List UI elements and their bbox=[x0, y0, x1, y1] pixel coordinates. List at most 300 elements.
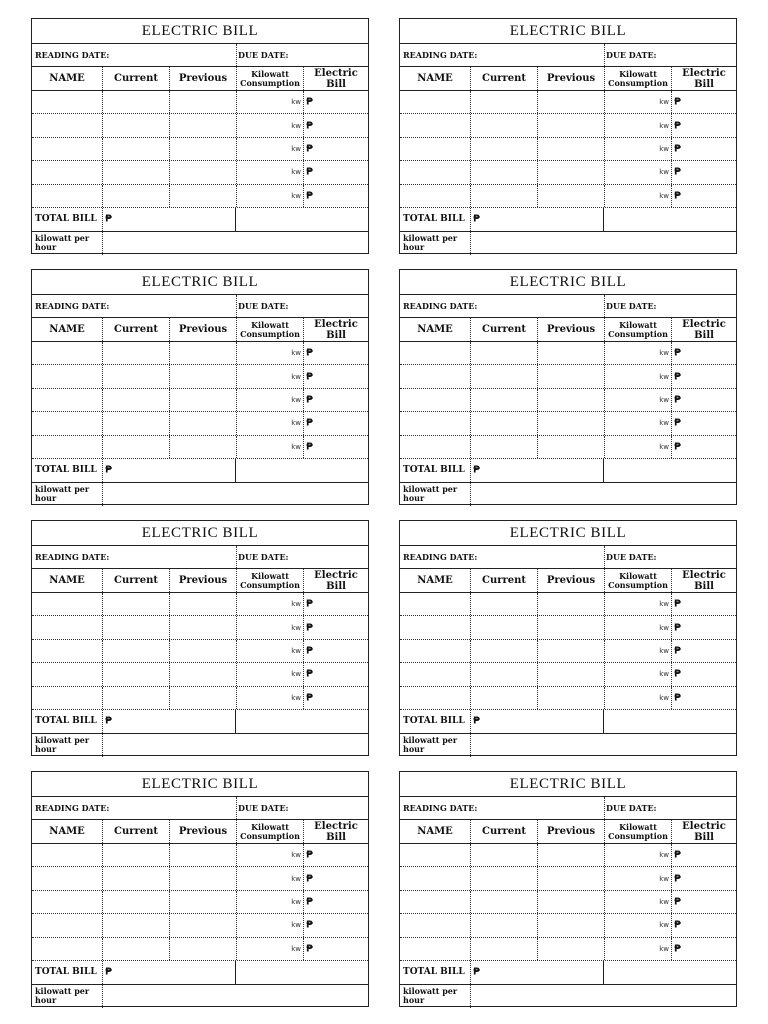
kilowatt-per-hour-label-cell bbox=[400, 734, 470, 757]
name-cell[interactable] bbox=[32, 114, 102, 136]
electric-bill-cell[interactable] bbox=[303, 663, 368, 685]
name-cell[interactable] bbox=[400, 365, 470, 387]
previous-cell[interactable] bbox=[537, 138, 604, 160]
table-row bbox=[32, 593, 368, 616]
due-date-field[interactable] bbox=[604, 295, 736, 317]
electric-bill-cell[interactable] bbox=[671, 914, 736, 936]
electric-bill-cell[interactable] bbox=[303, 389, 368, 411]
previous-cell[interactable] bbox=[537, 687, 604, 709]
name-cell[interactable] bbox=[400, 593, 470, 615]
current-cell[interactable] bbox=[102, 342, 169, 364]
due-date-field[interactable] bbox=[604, 546, 736, 568]
electric-bill-cell[interactable] bbox=[671, 891, 736, 913]
name-cell[interactable] bbox=[400, 138, 470, 160]
current-cell[interactable] bbox=[470, 938, 537, 960]
due-date-field[interactable] bbox=[236, 797, 368, 819]
previous-cell[interactable] bbox=[169, 914, 236, 936]
current-cell[interactable] bbox=[470, 640, 537, 662]
name-cell[interactable] bbox=[32, 138, 102, 160]
kilowatt-cell[interactable] bbox=[604, 687, 671, 709]
electric-bill-cell[interactable] bbox=[303, 687, 368, 709]
table-row bbox=[400, 365, 736, 388]
current-cell[interactable] bbox=[470, 867, 537, 889]
kw-unit: kw bbox=[659, 623, 669, 632]
current-header: Current bbox=[470, 318, 537, 341]
current-cell[interactable] bbox=[102, 161, 169, 183]
previous-cell[interactable] bbox=[169, 114, 236, 136]
reading-date-label: READING DATE: bbox=[35, 552, 110, 562]
due-date-field[interactable] bbox=[236, 546, 368, 568]
due-date-field[interactable] bbox=[236, 44, 368, 66]
electric-bill-header: Electric Bill bbox=[303, 67, 368, 90]
kilowatt-per-hour-field[interactable] bbox=[470, 734, 736, 757]
kilowatt-cell[interactable] bbox=[604, 914, 671, 936]
current-cell[interactable] bbox=[102, 663, 169, 685]
electric-bill-cell[interactable] bbox=[671, 616, 736, 638]
electric-bill-cell[interactable] bbox=[671, 365, 736, 387]
previous-cell[interactable] bbox=[169, 663, 236, 685]
previous-cell[interactable] bbox=[169, 616, 236, 638]
current-cell[interactable] bbox=[102, 91, 169, 113]
current-cell[interactable] bbox=[470, 185, 537, 207]
kilowatt-cell[interactable] bbox=[236, 844, 303, 866]
electric-bill-cell[interactable] bbox=[303, 436, 368, 458]
previous-cell[interactable] bbox=[537, 914, 604, 936]
kilowatt-cell[interactable] bbox=[236, 161, 303, 183]
name-cell[interactable] bbox=[32, 867, 102, 889]
table-row bbox=[400, 914, 736, 937]
name-cell[interactable] bbox=[400, 867, 470, 889]
kilowatt-per-hour-row bbox=[400, 985, 736, 1008]
electric-bill-cell[interactable] bbox=[671, 185, 736, 207]
previous-cell[interactable] bbox=[169, 138, 236, 160]
kilowatt-per-hour-label-cell bbox=[400, 985, 470, 1008]
electric-bill-cell[interactable] bbox=[303, 185, 368, 207]
electric-bill-cell[interactable] bbox=[671, 593, 736, 615]
electric-bill-cell[interactable] bbox=[303, 891, 368, 913]
current-cell[interactable] bbox=[470, 365, 537, 387]
due-date-label: DUE DATE: bbox=[606, 301, 657, 311]
current-cell[interactable] bbox=[470, 412, 537, 434]
name-cell[interactable] bbox=[400, 640, 470, 662]
name-cell[interactable] bbox=[32, 616, 102, 638]
kilowatt-cell[interactable] bbox=[236, 436, 303, 458]
name-cell[interactable] bbox=[400, 91, 470, 113]
electric-bill-cell[interactable] bbox=[303, 844, 368, 866]
electric-bill-cell[interactable] bbox=[671, 161, 736, 183]
table-row bbox=[32, 436, 368, 459]
electric-bill-cell[interactable] bbox=[303, 114, 368, 136]
previous-cell[interactable] bbox=[169, 891, 236, 913]
name-cell[interactable] bbox=[400, 663, 470, 685]
total-bill-label-cell bbox=[32, 710, 102, 733]
total-bill-label: TOTAL BILL bbox=[35, 214, 97, 225]
kilowatt-cell[interactable] bbox=[236, 185, 303, 207]
current-cell[interactable] bbox=[470, 138, 537, 160]
electric-bill-cell[interactable] bbox=[671, 436, 736, 458]
peso-sign: ₱ bbox=[306, 417, 313, 429]
current-cell[interactable] bbox=[102, 365, 169, 387]
name-header: NAME bbox=[49, 73, 85, 84]
current-cell[interactable] bbox=[102, 389, 169, 411]
peso-sign: ₱ bbox=[674, 371, 681, 383]
name-cell[interactable] bbox=[32, 365, 102, 387]
electric-bill-cell[interactable] bbox=[303, 938, 368, 960]
kilowatt-cell[interactable] bbox=[604, 114, 671, 136]
reading-date-label: READING DATE: bbox=[403, 552, 478, 562]
current-cell[interactable] bbox=[102, 616, 169, 638]
kilowatt-cell[interactable] bbox=[236, 114, 303, 136]
total-bill-field[interactable] bbox=[102, 459, 236, 482]
current-cell[interactable] bbox=[102, 138, 169, 160]
electric-bill-cell[interactable] bbox=[303, 365, 368, 387]
current-cell[interactable] bbox=[102, 640, 169, 662]
previous-cell[interactable] bbox=[169, 844, 236, 866]
date-row bbox=[400, 44, 736, 67]
electric-bill-cell[interactable] bbox=[671, 114, 736, 136]
total-bill-label-cell bbox=[400, 710, 470, 733]
previous-cell[interactable] bbox=[537, 365, 604, 387]
kilowatt-cell[interactable] bbox=[604, 891, 671, 913]
kilowatt-cell[interactable] bbox=[236, 365, 303, 387]
kilowatt-cell[interactable] bbox=[604, 593, 671, 615]
kilowatt-consumption-header: Kilowatt Consumption bbox=[236, 820, 303, 843]
total-bill-field[interactable] bbox=[470, 710, 604, 733]
name-cell[interactable] bbox=[32, 161, 102, 183]
kilowatt-cell[interactable] bbox=[604, 389, 671, 411]
kilowatt-cell[interactable] bbox=[604, 867, 671, 889]
table-row bbox=[32, 365, 368, 388]
kilowatt-cell[interactable] bbox=[236, 891, 303, 913]
total-bill-field[interactable] bbox=[102, 208, 236, 231]
kw-unit: kw bbox=[659, 372, 669, 381]
kilowatt-per-hour-field[interactable] bbox=[470, 985, 736, 1008]
kilowatt-cell[interactable] bbox=[604, 616, 671, 638]
previous-cell[interactable] bbox=[169, 185, 236, 207]
electric-bill-cell[interactable] bbox=[303, 412, 368, 434]
name-cell[interactable] bbox=[400, 436, 470, 458]
kilowatt-per-hour-field[interactable] bbox=[102, 734, 368, 757]
date-row bbox=[32, 797, 368, 820]
name-cell[interactable] bbox=[32, 342, 102, 364]
kilowatt-cell[interactable] bbox=[604, 342, 671, 364]
kw-unit: kw bbox=[291, 921, 301, 930]
table-row bbox=[32, 185, 368, 208]
previous-cell[interactable] bbox=[169, 436, 236, 458]
kilowatt-cell[interactable] bbox=[604, 844, 671, 866]
reading-date-field[interactable] bbox=[400, 295, 605, 317]
current-cell[interactable] bbox=[470, 616, 537, 638]
current-cell[interactable] bbox=[102, 891, 169, 913]
previous-cell[interactable] bbox=[537, 938, 604, 960]
electric-bill-cell[interactable] bbox=[671, 687, 736, 709]
previous-header: Previous bbox=[169, 67, 236, 90]
current-cell[interactable] bbox=[102, 593, 169, 615]
electric-bill-cell[interactable] bbox=[671, 938, 736, 960]
electric-bill-header: Electric Bill bbox=[671, 820, 736, 843]
current-cell[interactable] bbox=[470, 91, 537, 113]
kilowatt-cell[interactable] bbox=[236, 640, 303, 662]
previous-cell[interactable] bbox=[169, 365, 236, 387]
kw-unit: kw bbox=[659, 144, 669, 153]
previous-cell[interactable] bbox=[537, 389, 604, 411]
kilowatt-cell[interactable] bbox=[236, 412, 303, 434]
name-cell[interactable] bbox=[400, 616, 470, 638]
date-row bbox=[32, 44, 368, 67]
kilowatt-per-hour-label: kilowatt per hour bbox=[35, 232, 90, 252]
electric-bill-form bbox=[31, 269, 369, 505]
previous-cell[interactable] bbox=[169, 687, 236, 709]
reading-date-label: READING DATE: bbox=[403, 301, 478, 311]
electric-bill-cell[interactable] bbox=[303, 161, 368, 183]
electric-bill-cell[interactable] bbox=[303, 867, 368, 889]
data-rows bbox=[32, 593, 368, 710]
previous-cell[interactable] bbox=[537, 593, 604, 615]
kw-unit: kw bbox=[291, 874, 301, 883]
kilowatt-per-hour-row bbox=[32, 734, 368, 757]
previous-cell[interactable] bbox=[169, 593, 236, 615]
previous-cell[interactable] bbox=[537, 663, 604, 685]
date-row bbox=[400, 797, 736, 820]
kilowatt-cell[interactable] bbox=[604, 640, 671, 662]
electric-bill-cell[interactable] bbox=[303, 914, 368, 936]
previous-header: Previous bbox=[169, 318, 236, 341]
current-cell[interactable] bbox=[470, 663, 537, 685]
kilowatt-cell[interactable] bbox=[604, 161, 671, 183]
kilowatt-cell[interactable] bbox=[604, 412, 671, 434]
current-cell[interactable] bbox=[470, 389, 537, 411]
previous-cell[interactable] bbox=[537, 640, 604, 662]
electric-bill-cell[interactable] bbox=[671, 138, 736, 160]
peso-sign: ₱ bbox=[674, 417, 681, 429]
electric-bill-cell[interactable] bbox=[303, 342, 368, 364]
name-cell[interactable] bbox=[400, 161, 470, 183]
kilowatt-cell[interactable] bbox=[604, 365, 671, 387]
electric-bill-cell[interactable] bbox=[303, 138, 368, 160]
current-header: Current bbox=[102, 318, 169, 341]
table-row bbox=[32, 616, 368, 639]
total-bill-field[interactable] bbox=[470, 961, 604, 984]
previous-cell[interactable] bbox=[169, 161, 236, 183]
previous-cell[interactable] bbox=[537, 867, 604, 889]
name-cell[interactable] bbox=[400, 914, 470, 936]
name-header: NAME bbox=[49, 826, 85, 837]
reading-date-field[interactable] bbox=[400, 546, 605, 568]
previous-cell[interactable] bbox=[169, 938, 236, 960]
current-cell[interactable] bbox=[470, 844, 537, 866]
name-header: NAME bbox=[49, 324, 85, 335]
kilowatt-per-hour-field[interactable] bbox=[102, 483, 368, 506]
table-row bbox=[400, 114, 736, 137]
current-cell[interactable] bbox=[470, 891, 537, 913]
kilowatt-cell[interactable] bbox=[236, 938, 303, 960]
due-date-field[interactable] bbox=[604, 44, 736, 66]
previous-cell[interactable] bbox=[537, 412, 604, 434]
table-row bbox=[32, 844, 368, 867]
name-cell[interactable] bbox=[32, 938, 102, 960]
previous-cell[interactable] bbox=[169, 640, 236, 662]
kw-unit: kw bbox=[291, 693, 301, 702]
peso-sign: ₱ bbox=[105, 715, 112, 727]
electric-bill-cell[interactable] bbox=[671, 91, 736, 113]
name-cell[interactable] bbox=[32, 436, 102, 458]
previous-cell[interactable] bbox=[537, 844, 604, 866]
table-row bbox=[400, 640, 736, 663]
electric-bill-cell[interactable] bbox=[671, 867, 736, 889]
electric-bill-cell[interactable] bbox=[671, 389, 736, 411]
total-bill-blank bbox=[603, 208, 736, 231]
current-cell[interactable] bbox=[102, 938, 169, 960]
current-cell[interactable] bbox=[470, 161, 537, 183]
bill-title: ELECTRIC BILL bbox=[400, 19, 736, 44]
kilowatt-cell[interactable] bbox=[236, 138, 303, 160]
current-cell[interactable] bbox=[470, 114, 537, 136]
peso-sign: ₱ bbox=[473, 213, 480, 225]
electric-bill-cell[interactable] bbox=[671, 844, 736, 866]
electric-bill-cell[interactable] bbox=[303, 593, 368, 615]
name-cell[interactable] bbox=[32, 844, 102, 866]
electric-bill-cell[interactable] bbox=[671, 412, 736, 434]
current-cell[interactable] bbox=[102, 412, 169, 434]
previous-cell[interactable] bbox=[537, 616, 604, 638]
name-cell[interactable] bbox=[32, 640, 102, 662]
total-bill-field[interactable] bbox=[102, 710, 236, 733]
electric-bill-cell[interactable] bbox=[303, 91, 368, 113]
kw-unit: kw bbox=[291, 897, 301, 906]
kilowatt-cell[interactable] bbox=[236, 867, 303, 889]
electric-bill-cell[interactable] bbox=[303, 616, 368, 638]
previous-cell[interactable] bbox=[537, 436, 604, 458]
previous-cell[interactable] bbox=[169, 867, 236, 889]
kilowatt-cell[interactable] bbox=[236, 616, 303, 638]
kilowatt-cell[interactable] bbox=[236, 914, 303, 936]
peso-sign: ₱ bbox=[306, 943, 313, 955]
previous-cell[interactable] bbox=[537, 342, 604, 364]
previous-cell[interactable] bbox=[169, 389, 236, 411]
name-cell[interactable] bbox=[32, 91, 102, 113]
kw-unit: kw bbox=[291, 395, 301, 404]
due-date-field[interactable] bbox=[604, 797, 736, 819]
current-cell[interactable] bbox=[470, 914, 537, 936]
due-date-field[interactable] bbox=[236, 295, 368, 317]
previous-cell[interactable] bbox=[537, 91, 604, 113]
header-row bbox=[32, 67, 368, 91]
kilowatt-cell[interactable] bbox=[236, 593, 303, 615]
peso-sign: ₱ bbox=[105, 213, 112, 225]
reading-date-field[interactable] bbox=[32, 546, 237, 568]
total-bill-field[interactable] bbox=[102, 961, 236, 984]
total-bill-blank bbox=[603, 961, 736, 984]
kilowatt-cell[interactable] bbox=[604, 663, 671, 685]
previous-cell[interactable] bbox=[169, 412, 236, 434]
kilowatt-per-hour-field[interactable] bbox=[470, 483, 736, 506]
header-row bbox=[32, 820, 368, 844]
kilowatt-cell[interactable] bbox=[604, 436, 671, 458]
current-header: Current bbox=[102, 67, 169, 90]
current-cell[interactable] bbox=[470, 687, 537, 709]
name-cell[interactable] bbox=[400, 342, 470, 364]
electric-bill-cell[interactable] bbox=[671, 663, 736, 685]
reading-date-field[interactable] bbox=[32, 797, 237, 819]
kilowatt-cell[interactable] bbox=[604, 185, 671, 207]
current-cell[interactable] bbox=[470, 593, 537, 615]
table-row bbox=[400, 687, 736, 710]
name-cell[interactable] bbox=[32, 914, 102, 936]
name-cell[interactable] bbox=[32, 185, 102, 207]
peso-sign: ₱ bbox=[674, 849, 681, 861]
name-cell[interactable] bbox=[400, 412, 470, 434]
reading-date-field[interactable] bbox=[400, 797, 605, 819]
previous-cell[interactable] bbox=[537, 891, 604, 913]
kilowatt-per-hour-field[interactable] bbox=[102, 232, 368, 255]
kilowatt-per-hour-row bbox=[400, 734, 736, 757]
name-cell[interactable] bbox=[32, 412, 102, 434]
name-cell[interactable] bbox=[32, 687, 102, 709]
previous-cell[interactable] bbox=[537, 114, 604, 136]
table-row bbox=[32, 891, 368, 914]
electric-bill-cell[interactable] bbox=[671, 640, 736, 662]
previous-cell[interactable] bbox=[537, 185, 604, 207]
name-cell[interactable] bbox=[400, 114, 470, 136]
name-cell[interactable] bbox=[32, 891, 102, 913]
name-cell[interactable] bbox=[400, 185, 470, 207]
name-cell[interactable] bbox=[32, 663, 102, 685]
current-cell[interactable] bbox=[470, 436, 537, 458]
current-cell[interactable] bbox=[102, 436, 169, 458]
kilowatt-cell[interactable] bbox=[236, 342, 303, 364]
kilowatt-cell[interactable] bbox=[604, 938, 671, 960]
electric-bill-form bbox=[31, 771, 369, 1007]
total-bill-field[interactable] bbox=[470, 459, 604, 482]
reading-date-field[interactable] bbox=[400, 44, 605, 66]
reading-date-field[interactable] bbox=[32, 295, 237, 317]
kilowatt-cell[interactable] bbox=[236, 663, 303, 685]
kilowatt-cell[interactable] bbox=[236, 91, 303, 113]
kilowatt-per-hour-field[interactable] bbox=[470, 232, 736, 255]
previous-cell[interactable] bbox=[169, 342, 236, 364]
current-cell[interactable] bbox=[102, 114, 169, 136]
current-cell[interactable] bbox=[102, 867, 169, 889]
name-cell[interactable] bbox=[32, 389, 102, 411]
electric-bill-cell[interactable] bbox=[303, 640, 368, 662]
current-cell[interactable] bbox=[102, 687, 169, 709]
name-cell[interactable] bbox=[400, 389, 470, 411]
current-cell[interactable] bbox=[102, 185, 169, 207]
kilowatt-cell[interactable] bbox=[604, 91, 671, 113]
previous-cell[interactable] bbox=[169, 91, 236, 113]
electric-bill-cell[interactable] bbox=[671, 342, 736, 364]
name-cell[interactable] bbox=[400, 844, 470, 866]
table-row bbox=[32, 867, 368, 890]
current-cell[interactable] bbox=[102, 914, 169, 936]
current-cell[interactable] bbox=[102, 844, 169, 866]
kilowatt-cell[interactable] bbox=[236, 389, 303, 411]
name-cell[interactable] bbox=[400, 891, 470, 913]
peso-sign: ₱ bbox=[306, 919, 313, 931]
header-row bbox=[400, 318, 736, 342]
kilowatt-per-hour-field[interactable] bbox=[102, 985, 368, 1008]
current-cell[interactable] bbox=[470, 342, 537, 364]
name-cell[interactable] bbox=[400, 938, 470, 960]
name-cell[interactable] bbox=[32, 593, 102, 615]
previous-cell[interactable] bbox=[537, 161, 604, 183]
name-cell[interactable] bbox=[400, 687, 470, 709]
total-bill-label: TOTAL BILL bbox=[35, 716, 97, 727]
kilowatt-cell[interactable] bbox=[604, 138, 671, 160]
reading-date-field[interactable] bbox=[32, 44, 237, 66]
total-bill-field[interactable] bbox=[470, 208, 604, 231]
kilowatt-cell[interactable] bbox=[236, 687, 303, 709]
